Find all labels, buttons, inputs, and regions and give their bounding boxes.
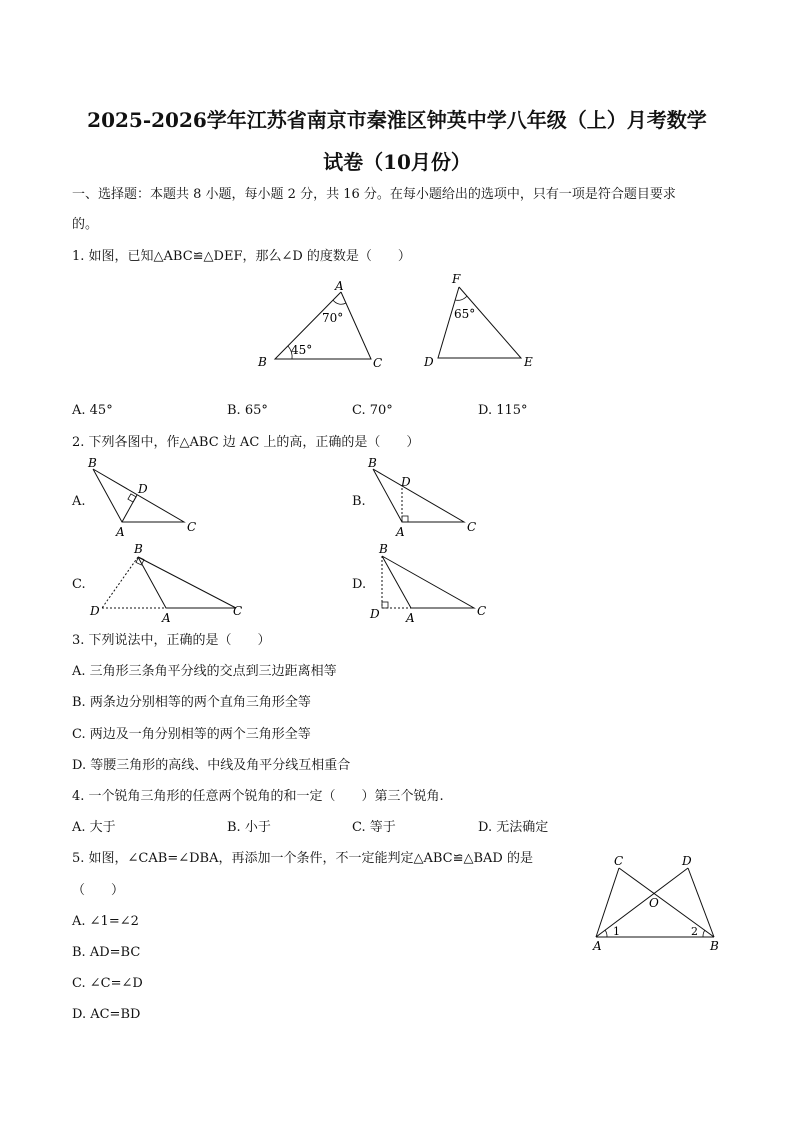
- question-5-stem: 5. 如图，∠CAB=∠DBA，再添加一个条件，不一定能判定△ABC≌△BAD 的是: [72, 851, 533, 866]
- label-C: C: [373, 356, 383, 370]
- page-title-line1: 2025-2026学年江苏省南京市秦淮区钟英中学八年级（上）月考数学: [87, 108, 707, 132]
- question-4-option-c[interactable]: C. 等于: [352, 820, 396, 835]
- question-1-option-a[interactable]: A. 45°: [72, 403, 113, 418]
- question-4-option-d[interactable]: D. 无法确定: [478, 820, 549, 835]
- label-D: D: [424, 355, 434, 369]
- question-5-option-b[interactable]: B. AD=BC: [72, 945, 141, 960]
- angle-F-value: 65°: [454, 307, 476, 321]
- label-A: A: [593, 939, 602, 953]
- label-C: C: [614, 854, 624, 868]
- label-A: A: [335, 279, 344, 293]
- question-1-stem: 1. 如图，已知△ABC≌△DEF，那么∠D 的度数是（ ）: [72, 249, 411, 264]
- question-3-option-b[interactable]: B. 两条边分别相等的两个直角三角形全等: [72, 695, 311, 710]
- label-D: D: [401, 475, 411, 489]
- question-3-stem: 3. 下列说法中，正确的是（ ）: [72, 633, 271, 648]
- question-5-option-d[interactable]: D. AC=BD: [72, 1007, 141, 1022]
- question-5-option-a[interactable]: A. ∠1=∠2: [72, 914, 139, 929]
- question-3-option-a[interactable]: A. 三角形三条角平分线的交点到三边距离相等: [72, 664, 337, 679]
- label-C: C: [467, 520, 477, 534]
- label-B: B: [88, 456, 97, 470]
- label-B: B: [134, 542, 143, 556]
- question-2-figure-a: [84, 455, 204, 539]
- label-B: B: [368, 456, 377, 470]
- label-C: C: [477, 604, 487, 618]
- label-B: B: [258, 355, 267, 369]
- angle-2-label: 2: [691, 925, 698, 938]
- question-2-stem: 2. 下列各图中，作△ABC 边 AC 上的高，正确的是（ ）: [72, 435, 420, 450]
- question-5-stem-paren: （ ）: [72, 883, 125, 898]
- label-C: C: [233, 604, 243, 618]
- label-D: D: [138, 482, 148, 496]
- label-D: D: [370, 607, 380, 621]
- question-4-option-b[interactable]: B. 小于: [227, 820, 271, 835]
- question-1-option-d[interactable]: D. 115°: [478, 403, 528, 418]
- question-3-option-d[interactable]: D. 等腰三角形的高线、中线及角平分线互相重合: [72, 758, 351, 773]
- question-1-option-b[interactable]: B. 65°: [227, 403, 268, 418]
- triangle-def: [423, 272, 533, 369]
- label-B: B: [710, 939, 719, 953]
- question-2-option-d-label[interactable]: D.: [352, 577, 367, 592]
- question-2-option-c-label[interactable]: C.: [72, 577, 86, 592]
- triangle-abc: [257, 279, 382, 370]
- question-2-option-b-label[interactable]: B.: [352, 494, 366, 509]
- section-instruction-cont: 的。: [72, 217, 99, 232]
- question-4-stem: 4. 一个锐角三角形的任意两个锐角的和一定（ ）第三个锐角.: [72, 789, 444, 804]
- page-title-line2: 试卷（10月份）: [323, 150, 471, 174]
- label-O: O: [649, 896, 659, 910]
- question-2-figure-c: [84, 538, 254, 628]
- question-5-option-c[interactable]: C. ∠C=∠D: [72, 976, 143, 991]
- question-4-option-a[interactable]: A. 大于: [72, 820, 116, 835]
- question-2-figure-b: [364, 455, 484, 539]
- angle-A-value: 70°: [322, 311, 344, 325]
- label-A: A: [406, 611, 415, 625]
- question-1-option-c[interactable]: C. 70°: [352, 403, 393, 418]
- label-C: C: [187, 520, 197, 534]
- angle-B-value: 45°: [291, 343, 313, 357]
- label-D: D: [90, 604, 100, 618]
- label-F: F: [452, 272, 461, 286]
- section-instruction: 一、选择题：本题共 8 小题，每小题 2 分，共 16 分。在每小题给出的选项中，只有一项是符合题目要求: [72, 187, 676, 202]
- question-2-option-a-label[interactable]: A.: [72, 494, 86, 509]
- label-D: D: [682, 854, 692, 868]
- question-3-option-c[interactable]: C. 两边及一角分别相等的两个三角形全等: [72, 727, 311, 742]
- question-2-figure-d: [364, 538, 504, 628]
- label-B: B: [379, 542, 388, 556]
- label-A: A: [162, 611, 171, 625]
- question-1-figure: [250, 272, 550, 377]
- label-A: A: [116, 525, 125, 539]
- label-E: E: [524, 355, 533, 369]
- angle-1-label: 1: [613, 925, 620, 938]
- label-A: A: [396, 525, 405, 539]
- question-5-figure: [585, 848, 730, 958]
